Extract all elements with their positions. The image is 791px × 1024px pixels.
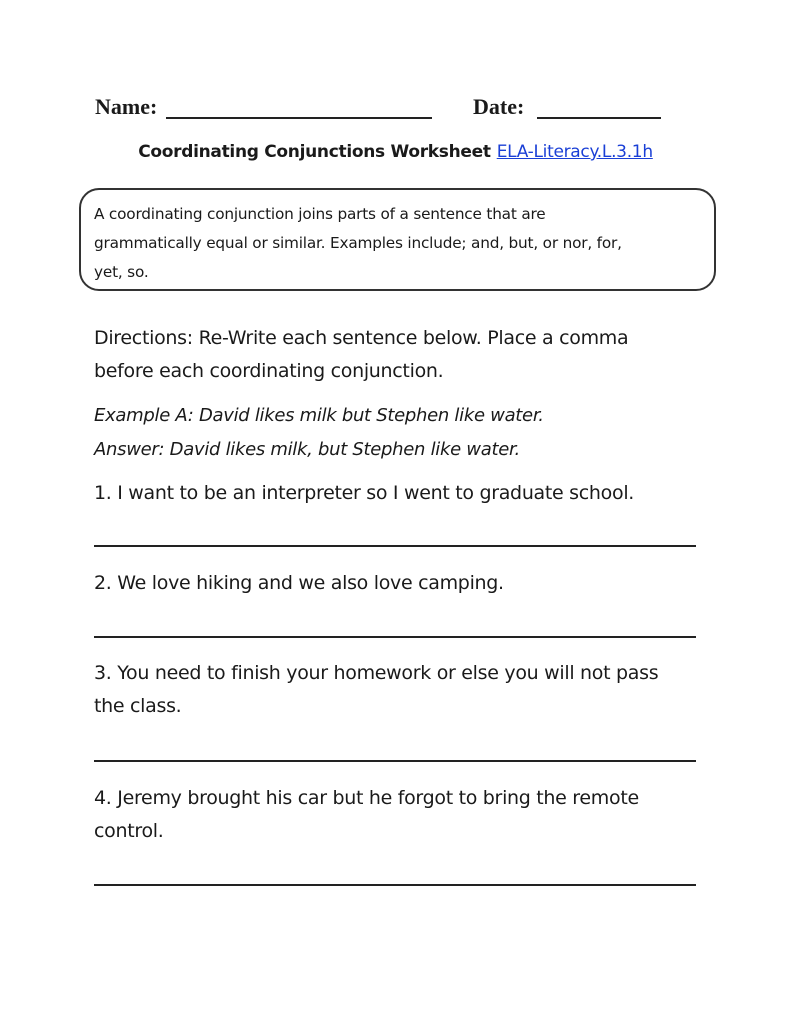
name-field-line[interactable]: [166, 117, 432, 119]
definition-line: yet, so.: [94, 263, 149, 281]
question-text: 2. We love hiking and we also love camping.: [94, 572, 504, 594]
example: [94, 399, 714, 467]
answer-line-2[interactable]: [94, 636, 696, 638]
definition-line: grammatically equal or similar. Examples include; and, but, or nor, for,: [94, 234, 622, 252]
question-text: 1. I want to be an interpreter so I went to graduate school.: [94, 482, 635, 504]
answer-line-1[interactable]: [94, 545, 696, 547]
example-answer: Answer: David likes milk, but Stephen like water.: [94, 439, 520, 460]
date-label: Date:: [473, 94, 525, 119]
question-4: [94, 782, 714, 848]
question-1: [94, 477, 714, 510]
directions-line: Directions: Re-Write each sentence below. Place a comma: [94, 327, 629, 349]
definition-text: [94, 200, 704, 287]
title-text: Coordinating Conjunctions Worksheet: [138, 142, 491, 162]
answer-line-3[interactable]: [94, 760, 696, 762]
question-text: the class.: [94, 695, 182, 717]
question-text: control.: [94, 820, 164, 842]
date-field-line[interactable]: [537, 117, 661, 119]
question-text: 4. Jeremy brought his car but he forgot to bring the remote: [94, 787, 639, 809]
directions-line: before each coordinating conjunction.: [94, 360, 444, 382]
definition-line: A coordinating conjunction joins parts of a sentence that are: [94, 205, 546, 223]
directions: [94, 322, 714, 388]
name-label: Name:: [95, 94, 158, 119]
question-3: [94, 657, 714, 723]
question-2: [94, 567, 714, 600]
question-text: 3. You need to finish your homework or else you will not pass: [94, 662, 659, 684]
answer-line-4[interactable]: [94, 884, 696, 886]
example-prompt: Example A: David likes milk but Stephen like water.: [94, 405, 544, 426]
standard-link[interactable]: ELA-Literacy.L.3.1h: [496, 142, 653, 162]
worksheet-title: [0, 142, 791, 162]
